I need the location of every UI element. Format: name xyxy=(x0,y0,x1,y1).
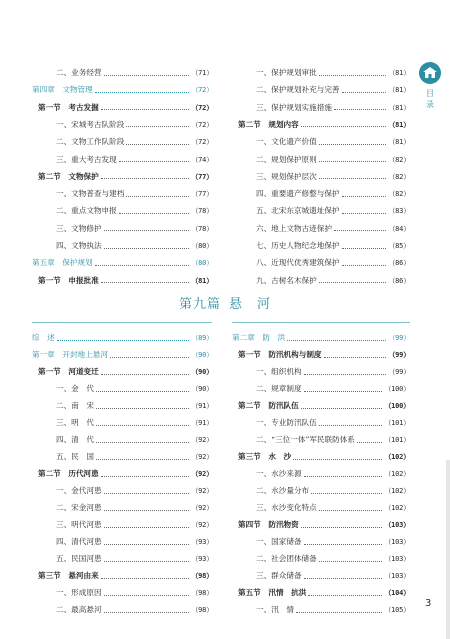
toc-entry-title: 三、文物修护 xyxy=(56,223,102,233)
toc-entry-page: （82） xyxy=(388,172,410,181)
toc-entry-page: （89） xyxy=(191,334,213,342)
toc-entry-page: （90） xyxy=(191,385,213,393)
toc-leader xyxy=(319,510,383,511)
toc-entry-page: （84） xyxy=(388,224,410,233)
toc-entry-title: 第二节 历代河患 xyxy=(38,469,99,478)
toc-leader xyxy=(101,109,190,110)
toc-entry xyxy=(256,501,410,515)
toc-entry-page: （92） xyxy=(191,436,213,444)
toc-entry xyxy=(32,83,213,97)
toc-leader xyxy=(96,459,189,460)
toc-leader xyxy=(334,230,386,231)
toc-entry-page: （98） xyxy=(191,589,213,597)
toc-entry-page: （90） xyxy=(191,351,213,359)
toc-entry-title: 一、文化遗产价值 xyxy=(256,137,317,147)
toc-entry-title: 三、水沙变化特点 xyxy=(256,503,317,512)
toc-leader xyxy=(342,213,387,214)
toc-entry-page: （91） xyxy=(191,402,213,410)
toc-entry-page: （71） xyxy=(191,69,213,77)
toc-entry-page: （92） xyxy=(191,470,213,478)
toc-entry xyxy=(56,450,213,464)
toc-entry-page: （103） xyxy=(384,521,410,529)
toc-entry xyxy=(256,66,410,80)
toc-entry xyxy=(238,450,410,464)
toc-entry xyxy=(256,467,410,481)
toc-leader xyxy=(104,510,190,511)
toc-leader xyxy=(304,476,383,477)
toc-leader xyxy=(319,144,387,145)
toc-leader xyxy=(101,178,190,179)
toc-entry-title: 二、社会团体储备 xyxy=(256,554,317,563)
toc-entry xyxy=(256,101,410,115)
toc-entry xyxy=(256,484,410,498)
toc-entry-page: （92） xyxy=(191,453,213,461)
toc-entry xyxy=(56,187,213,201)
toc-entry-title: 四、清 代 xyxy=(56,435,94,444)
toc-leader xyxy=(101,282,190,283)
toc-entry-page: （72） xyxy=(191,103,213,112)
toc-entry xyxy=(238,518,410,532)
toc-entry xyxy=(56,552,213,566)
toc-entry xyxy=(56,135,213,149)
toc-leader xyxy=(101,476,190,477)
toc-entry-page: （99） xyxy=(388,368,410,376)
toc-entry-page: （103） xyxy=(384,572,410,580)
toc-entry xyxy=(238,586,410,600)
toc-leader xyxy=(357,442,382,443)
toc-entry-page: （102） xyxy=(384,453,410,461)
toc-entry xyxy=(32,331,213,345)
city-gate-icon xyxy=(419,62,441,84)
toc-entry-title: 第五节 汛情 抗洪 xyxy=(238,588,307,597)
toc-leader xyxy=(301,408,383,409)
toc-entry-title: 二、最高悬河 xyxy=(56,605,102,614)
toc-entry xyxy=(32,348,213,362)
toc-leader xyxy=(96,442,189,443)
toc-entry-page: （80） xyxy=(191,259,213,268)
contents-side-label: 目 录 xyxy=(426,89,434,109)
toc-entry xyxy=(56,118,213,132)
toc-leader xyxy=(96,425,189,426)
toc-entry xyxy=(256,569,410,583)
toc-leader xyxy=(319,75,387,76)
toc-leader xyxy=(304,391,383,392)
toc-entry xyxy=(232,331,410,345)
toc-entry-title: 三、重大考古发现 xyxy=(56,154,117,164)
toc-entry-page: （98） xyxy=(191,606,213,614)
toc-entry-title: 五、民国河患 xyxy=(56,554,102,563)
toc-entry-title: 一、专业防汛队伍 xyxy=(256,418,317,427)
toc-leader xyxy=(293,459,382,460)
toc-leader xyxy=(96,391,189,392)
toc-entry-title: 一、金 代 xyxy=(56,384,94,393)
toc-leader xyxy=(319,282,387,283)
toc-entry-page: （101） xyxy=(384,419,410,427)
toc-leader xyxy=(104,493,190,494)
toc-leader xyxy=(126,144,189,145)
toc-entry-page: （86） xyxy=(388,276,410,285)
toc-leader xyxy=(319,178,387,179)
toc-leader xyxy=(296,612,382,613)
toc-entry-page: （83） xyxy=(388,207,410,216)
toc-leader xyxy=(104,561,190,562)
toc-leader xyxy=(104,595,190,596)
toc-entry xyxy=(56,382,213,396)
toc-entry-title: 第三节 水 沙 xyxy=(238,452,292,461)
toc-entry-page: （93） xyxy=(191,538,213,546)
toc-entry-page: （90） xyxy=(191,368,213,376)
toc-entry-title: 一、宋城考古队阶段 xyxy=(56,119,125,129)
toc-entry xyxy=(256,416,410,430)
toc-entry-page: （101） xyxy=(384,436,410,444)
toc-entry-title: 二、规章制度 xyxy=(256,384,302,393)
toc-entry-page: （99） xyxy=(388,351,410,359)
toc-entry-title: 一、组织机构 xyxy=(256,367,302,376)
toc-entry xyxy=(256,153,410,167)
toc-entry-title: 五、民 国 xyxy=(56,452,94,461)
toc-entry xyxy=(256,274,410,288)
toc-entry-page: （81） xyxy=(191,276,213,285)
toc-entry xyxy=(56,222,213,236)
toc-entry xyxy=(256,187,410,201)
toc-entry-page: （92） xyxy=(191,521,213,529)
toc-entry xyxy=(56,153,213,167)
toc-leader xyxy=(304,374,387,375)
toc-entry-title: 第四章 文物管理 xyxy=(32,85,93,95)
toc-entry xyxy=(56,484,213,498)
toc-entry-page: （72） xyxy=(191,138,213,147)
toc-entry-page: （81） xyxy=(388,69,410,77)
toc-entry-page: （77） xyxy=(191,172,213,181)
toc-entry-title: 三、明 代 xyxy=(56,418,94,427)
toc-entry xyxy=(256,603,410,617)
toc-entry xyxy=(56,416,213,430)
toc-entry-page: （103） xyxy=(384,538,410,546)
toc-entry xyxy=(56,239,213,253)
toc-entry-title: 三、规划保护层次 xyxy=(256,171,317,181)
toc-entry-page: （103） xyxy=(384,555,410,563)
toc-entry-title: 一、保护规划审批 xyxy=(256,68,317,77)
toc-entry-title: 第一节 河道变迁 xyxy=(38,367,99,376)
toc-leader xyxy=(311,493,382,494)
toc-entry xyxy=(256,222,410,236)
toc-entry-title: 第三节 悬河由来 xyxy=(38,571,99,580)
toc-entry-page: （102） xyxy=(384,487,410,495)
toc-entry xyxy=(256,382,410,396)
toc-entry xyxy=(238,118,410,132)
toc-entry-title: 第一节 考古发掘 xyxy=(38,102,99,112)
toc-entry-title: 二、重点文物申报 xyxy=(56,206,117,216)
toc-entry-title: 二、业务经营 xyxy=(56,68,102,77)
toc-entry-title: 四、重要遗产修整与保护 xyxy=(256,189,340,199)
toc-entry-title: 一、形成原因 xyxy=(56,588,102,597)
toc-leader xyxy=(104,612,190,613)
toc-entry-page: （93） xyxy=(191,555,213,563)
toc-entry-page: （102） xyxy=(384,504,410,512)
toc-leader xyxy=(304,578,383,579)
toc-entry xyxy=(38,274,213,288)
toc-entry-page: （98） xyxy=(191,572,213,580)
toc-entry-title: 第一章 开封地上悬河 xyxy=(32,350,108,359)
toc-entry-page: （81） xyxy=(388,120,410,129)
toc-entry xyxy=(256,204,410,218)
toc-entry-page: （81） xyxy=(388,103,410,112)
section-badge xyxy=(419,62,445,84)
part-title-number: 第九篇 xyxy=(178,297,221,312)
toc-leader xyxy=(101,374,190,375)
toc-leader xyxy=(301,126,387,127)
toc-entry-page: （105） xyxy=(384,606,410,614)
toc-entry xyxy=(256,433,410,447)
toc-entry-title: 六、地上文物古迹保护 xyxy=(256,223,332,233)
toc-entry-page: （86） xyxy=(388,259,410,268)
toc-leader xyxy=(104,230,190,231)
toc-entry xyxy=(56,518,213,532)
toc-leader xyxy=(287,340,386,341)
toc-entry-page: （78） xyxy=(191,207,213,216)
toc-leader xyxy=(301,527,383,528)
toc-leader xyxy=(104,75,190,76)
toc-entry xyxy=(256,535,410,549)
toc-entry-title: 三、明代河患 xyxy=(56,520,102,529)
toc-entry xyxy=(32,256,213,270)
part-rule-right xyxy=(232,322,410,323)
toc-leader xyxy=(104,544,190,545)
toc-entry-title: 二、南 宋 xyxy=(56,401,94,410)
page-number: 3 xyxy=(425,598,432,609)
toc-entry-page: （100） xyxy=(384,385,410,393)
toc-entry xyxy=(238,399,410,413)
toc-entry xyxy=(56,535,213,549)
toc-entry-title: 第一节 申报批准 xyxy=(38,275,99,285)
toc-leader xyxy=(342,92,387,93)
toc-leader xyxy=(104,248,190,249)
toc-entry xyxy=(56,586,213,600)
toc-leader xyxy=(319,161,387,162)
toc-entry-title: 第二节 防汛队伍 xyxy=(238,401,299,410)
toc-leader xyxy=(334,109,386,110)
toc-entry xyxy=(56,66,213,80)
toc-entry-title: 三、群众储备 xyxy=(256,571,302,580)
toc-entry-page: （82） xyxy=(388,190,410,199)
toc-entry-title: 第二节 文物保护 xyxy=(38,171,99,181)
toc-entry-title: 第五章 保护规划 xyxy=(32,258,93,268)
toc-leader xyxy=(319,561,383,562)
toc-leader xyxy=(126,196,189,197)
toc-entry-title: 一、文物普查与建档 xyxy=(56,189,125,199)
toc-entry-title: 一、水沙来源 xyxy=(256,469,302,478)
toc-entry xyxy=(256,365,410,379)
toc-entry-page: （77） xyxy=(191,190,213,199)
toc-leader xyxy=(342,196,387,197)
toc-entry xyxy=(56,399,213,413)
toc-entry xyxy=(38,365,213,379)
toc-entry-title: 第四节 防汛物资 xyxy=(238,520,299,529)
part-title xyxy=(0,293,450,312)
toc-leader xyxy=(95,92,190,93)
toc-entry xyxy=(56,603,213,617)
toc-entry-title: 综 述 xyxy=(32,333,55,342)
toc-entry-title: 三、保护规划实施措施 xyxy=(256,102,332,112)
toc-entry xyxy=(38,569,213,583)
toc-entry-title: 七、历史人物纪念地保护 xyxy=(256,241,340,250)
toc-leader xyxy=(119,161,190,162)
toc-entry xyxy=(256,170,410,184)
toc-entry-title: 一、金代河患 xyxy=(56,486,102,495)
toc-leader xyxy=(101,578,190,579)
toc-entry xyxy=(256,83,410,97)
toc-leader xyxy=(304,544,383,545)
toc-leader xyxy=(96,408,189,409)
toc-entry-title: 一、汛 情 xyxy=(256,605,294,614)
toc-entry-title: 第一节 防汛机构与制度 xyxy=(238,350,322,359)
toc-entry-title: 九、古树名木保护 xyxy=(256,275,317,285)
toc-entry-page: （80） xyxy=(191,242,213,250)
toc-leader xyxy=(110,357,189,358)
toc-leader xyxy=(342,248,387,249)
toc-entry xyxy=(56,501,213,515)
toc-entry xyxy=(256,256,410,270)
toc-entry-page: （82） xyxy=(388,155,410,164)
toc-entry xyxy=(256,552,410,566)
toc-entry xyxy=(256,135,410,149)
toc-entry xyxy=(38,101,213,115)
toc-entry-page: （92） xyxy=(191,487,213,495)
toc-leader xyxy=(319,425,383,426)
toc-leader xyxy=(57,340,190,341)
toc-entry xyxy=(38,467,213,481)
toc-leader xyxy=(95,265,190,266)
toc-leader xyxy=(324,357,387,358)
toc-entry xyxy=(256,239,410,253)
toc-entry-page: （81） xyxy=(388,138,410,147)
toc-entry-title: 二、水沙量分布 xyxy=(256,486,310,495)
toc-entry-page: （92） xyxy=(191,504,213,512)
toc-entry-title: 第二章 防 洪 xyxy=(232,333,286,342)
toc-entry-title: 一、国家储备 xyxy=(256,537,302,546)
toc-entry-page: （104） xyxy=(384,589,410,597)
toc-entry-page: （99） xyxy=(388,334,410,342)
toc-leader xyxy=(126,126,189,127)
toc-entry-page: （91） xyxy=(191,419,213,427)
toc-entry-title: 二、“三位一体”军民联防体系 xyxy=(256,435,355,444)
toc-entry-title: 四、清代河患 xyxy=(56,537,102,546)
toc-entry-page: （100） xyxy=(384,402,410,410)
toc-leader xyxy=(308,595,382,596)
toc-entry-page: （72） xyxy=(191,86,213,95)
toc-entry-title: 二、规划保护原则 xyxy=(256,154,317,164)
toc-entry-title: 二、宋金河患 xyxy=(56,503,102,512)
toc-entry-page: （85） xyxy=(388,242,410,250)
toc-leader xyxy=(119,213,190,214)
toc-leader xyxy=(342,265,387,266)
toc-entry xyxy=(38,170,213,184)
part-title-name: 悬 河 xyxy=(229,297,272,312)
toc-entry-page: （81） xyxy=(388,86,410,95)
toc-entry-page: （102） xyxy=(384,470,410,478)
toc-entry-page: （78） xyxy=(191,224,213,233)
toc-entry-title: 五、北宋东京城遗址保护 xyxy=(256,206,340,216)
toc-leader xyxy=(104,527,190,528)
toc-entry-title: 第二节 规划内容 xyxy=(238,119,299,129)
page-edge-shadow xyxy=(446,460,450,639)
toc-entry-page: （72） xyxy=(191,120,213,129)
toc-entry xyxy=(238,348,410,362)
toc-entry-title: 八、近现代优秀建筑保护 xyxy=(256,258,340,268)
toc-entry-title: 二、文物工作队阶段 xyxy=(56,137,125,147)
toc-entry xyxy=(56,433,213,447)
toc-entry xyxy=(56,204,213,218)
part-rule-left xyxy=(32,322,212,323)
toc-entry-title: 二、保护规划补充与完善 xyxy=(256,85,340,95)
toc-entry-title: 四、文物执法 xyxy=(56,241,102,250)
toc-entry-page: （74） xyxy=(191,155,213,164)
